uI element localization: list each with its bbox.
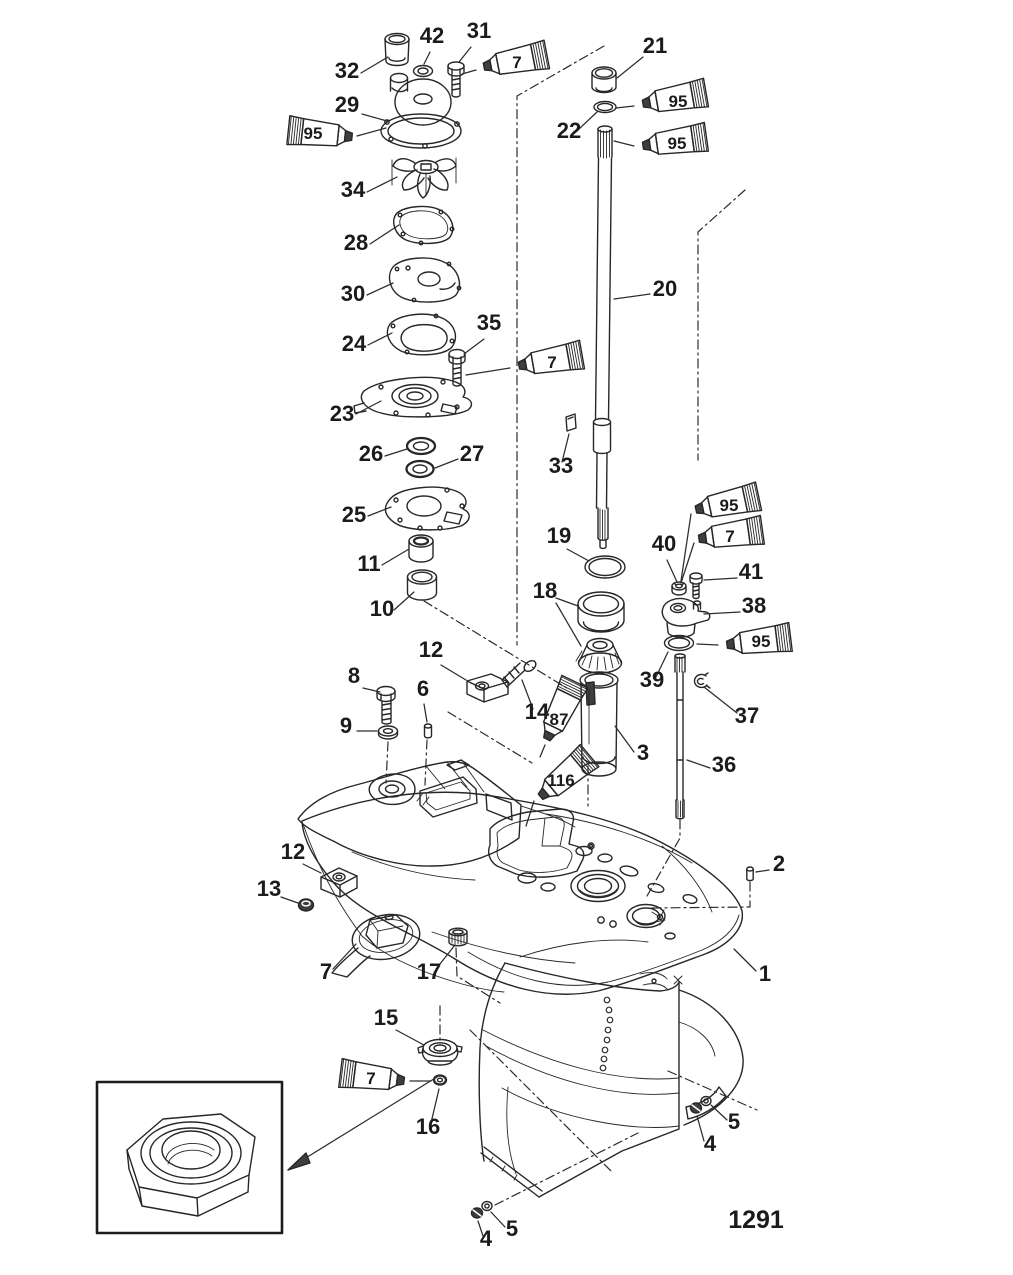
centerline-5 [650, 882, 750, 908]
centerline-3 [698, 190, 745, 460]
callout-21: 21 [642, 33, 668, 58]
part-21-cap [592, 67, 616, 93]
part-33-key [566, 414, 576, 431]
callout-10: 10 [369, 596, 395, 621]
leader-line-29 [362, 114, 387, 121]
callout-4: 4 [703, 1131, 717, 1156]
drawing-number: 1291 [728, 1206, 784, 1234]
leader-line-22 [579, 112, 597, 129]
callout-3: 3 [636, 740, 650, 765]
part-17-locknut [449, 928, 467, 946]
callout-12: 12 [280, 839, 306, 864]
callout-24: 24 [341, 331, 367, 356]
tube-label-95: 95 [303, 124, 323, 143]
part-29-water-pump-housing [381, 74, 461, 149]
part-42-washer [414, 66, 433, 77]
part-20-driveshaft [594, 126, 613, 548]
leader-line-40 [667, 560, 677, 582]
part-6-pin [425, 724, 432, 738]
callout-7: 7 [319, 959, 333, 984]
tube-label-7: 7 [547, 353, 557, 372]
centerline-7 [425, 740, 427, 785]
part-2-dowel-pin [747, 867, 753, 881]
leader-line-7 [333, 944, 356, 969]
centerline-11 [470, 1030, 612, 1172]
leader-line-2 [756, 870, 769, 872]
leader-line-12 [303, 864, 321, 873]
part-40-nut [672, 582, 686, 595]
tube-leader-7 [681, 543, 694, 583]
tube-leader-7 [466, 368, 510, 375]
part-28-gasket [394, 206, 454, 244]
part-9-washer [379, 726, 398, 739]
part-4-drain-plug-bottom [472, 1208, 483, 1218]
tube-leader-95 [697, 644, 718, 645]
tube-leader-87 [540, 745, 545, 757]
leader-line-11 [382, 549, 409, 565]
part-19-o-ring [585, 556, 625, 578]
callout-14: 14 [524, 699, 550, 724]
tube-leader-116 [526, 801, 534, 826]
gear-housing-drawing [298, 760, 743, 1197]
tube-label-95: 95 [668, 92, 688, 111]
callout-8: 8 [347, 663, 361, 688]
leader-line-20 [614, 294, 650, 299]
leader-line-18 [556, 598, 578, 606]
callout-23: 23 [329, 401, 355, 426]
part-34-impeller [392, 158, 456, 198]
callout-22: 22 [556, 118, 582, 143]
callout-25: 25 [341, 502, 367, 527]
leader-line-21 [617, 57, 643, 78]
callout-35: 35 [476, 310, 502, 335]
tube-label-87: 87 [549, 710, 569, 729]
leader-line-35 [464, 339, 484, 354]
callout-18: 18 [532, 578, 558, 603]
callout-26: 26 [358, 441, 384, 466]
centerline-13 [668, 1071, 757, 1110]
callout-16: 16 [415, 1114, 441, 1139]
callout-6: 6 [416, 676, 430, 701]
part-18-bearing-race [578, 592, 624, 632]
part-24-gasket [387, 314, 455, 355]
leader-line-31 [459, 47, 471, 62]
leader-line-1 [734, 949, 756, 971]
callout-39: 39 [639, 667, 665, 692]
part-38-shift-cam [662, 598, 709, 637]
callout-13: 13 [256, 876, 282, 901]
part-39-o-ring [665, 636, 694, 651]
callout-33: 33 [548, 453, 574, 478]
tube-leader-95 [616, 106, 634, 108]
drain-hole-dot [605, 1027, 611, 1033]
tube-label-7: 7 [366, 1069, 376, 1088]
callout-42: 42 [419, 23, 445, 48]
leader-line-13 [281, 897, 298, 903]
leader-line-38 [704, 612, 740, 614]
leader-line-41 [704, 578, 737, 580]
tube-label-116: 116 [547, 771, 575, 790]
leader-line-15 [396, 1030, 424, 1045]
drain-hole-dot [601, 1056, 607, 1062]
callout-12: 12 [418, 637, 444, 662]
centerline-12 [495, 1133, 638, 1205]
part-22-o-ring [594, 102, 616, 113]
leader-line-42 [424, 52, 430, 64]
part-5-washer-bottom [482, 1202, 492, 1211]
tube-leader-95 [614, 141, 634, 146]
leader-line-26 [385, 449, 407, 456]
centerline-8 [448, 712, 532, 763]
part-23-pump-base [354, 377, 471, 417]
leader-line-5 [491, 1212, 505, 1227]
callout-17: 17 [416, 959, 442, 984]
part-12-anode-lower [321, 868, 357, 897]
leader-line-19 [567, 549, 589, 561]
callout-40: 40 [651, 531, 677, 556]
callout-32: 32 [334, 58, 360, 83]
part-25-bearing-plate [385, 487, 469, 530]
inset-detail-box [97, 1082, 282, 1233]
part-12-anode-upper [467, 674, 508, 702]
leader-line-5 [711, 1105, 727, 1120]
callout-31: 31 [466, 18, 492, 43]
tube-label-7: 7 [512, 53, 522, 72]
callout-20: 20 [652, 276, 678, 301]
part-11-needle-bearing [409, 535, 433, 562]
part-41-bolt [690, 573, 702, 599]
leader-line-28 [370, 225, 399, 244]
leader-line-27 [435, 459, 458, 468]
tube-leader-95 [681, 514, 691, 581]
part-31-bolt [448, 62, 464, 97]
drain-hole-dot [606, 1007, 612, 1013]
tube-label-95: 95 [667, 134, 687, 153]
callout-28: 28 [343, 230, 369, 255]
callout-30: 30 [340, 281, 366, 306]
callout-15: 15 [373, 1005, 399, 1030]
leader-line-37 [704, 687, 737, 713]
inset-pointer-arrow [288, 1077, 437, 1170]
leader-line-3 [615, 726, 634, 752]
leader-line-10 [394, 592, 414, 610]
part-16-seal-washer [434, 1076, 446, 1085]
inset-arrow-head [288, 1153, 310, 1170]
callout-4: 4 [479, 1226, 493, 1251]
part-27-oil-seal [407, 461, 434, 477]
callout-2: 2 [772, 851, 786, 876]
callout-41: 41 [738, 559, 764, 584]
leader-line-6 [424, 704, 427, 722]
part-15-spanner-nut [418, 1040, 462, 1066]
tube-label-95: 95 [719, 496, 739, 515]
leader-line-34 [367, 177, 397, 192]
leader-line-18 [556, 603, 581, 646]
callout-34: 34 [340, 177, 366, 202]
part-18-tapered-bearing [576, 639, 622, 674]
callout-37: 37 [734, 703, 760, 728]
tube-label-95: 95 [751, 632, 771, 651]
callout-5: 5 [727, 1109, 741, 1134]
part-26-oil-seal [407, 438, 435, 454]
part-10-sleeve [408, 570, 437, 600]
hex-nut-detail [127, 1114, 255, 1216]
part-13-nut [299, 899, 314, 911]
callout-1: 1 [758, 961, 772, 986]
callout-11: 11 [357, 551, 381, 576]
callout-29: 29 [334, 92, 360, 117]
drain-hole-dot [600, 1065, 606, 1071]
callout-27: 27 [459, 441, 485, 466]
leader-line-12 [441, 665, 466, 680]
drain-hole-dot [604, 997, 610, 1003]
part-36-shift-shaft [675, 654, 685, 819]
drain-hole-dot [604, 1037, 610, 1043]
callout-19: 19 [546, 523, 572, 548]
tube-label-7: 7 [725, 527, 735, 546]
drain-hole-dot [607, 1017, 613, 1023]
part-37-e-clip [695, 673, 710, 688]
leader-line-36 [687, 760, 710, 768]
part-32-bushing-cup [385, 34, 409, 66]
callout-38: 38 [741, 593, 767, 618]
centerline-9 [456, 948, 500, 1003]
drain-hole-dot [602, 1047, 608, 1053]
leader-line-30 [367, 283, 393, 295]
part-4-drain-plug-right [691, 1103, 702, 1113]
callout-5: 5 [505, 1216, 519, 1241]
part-30-face-plate [390, 258, 461, 302]
leader-line-32 [361, 57, 388, 73]
callout-36: 36 [711, 752, 737, 777]
callout-9: 9 [339, 713, 353, 738]
part-7-trim-tab [332, 909, 423, 977]
